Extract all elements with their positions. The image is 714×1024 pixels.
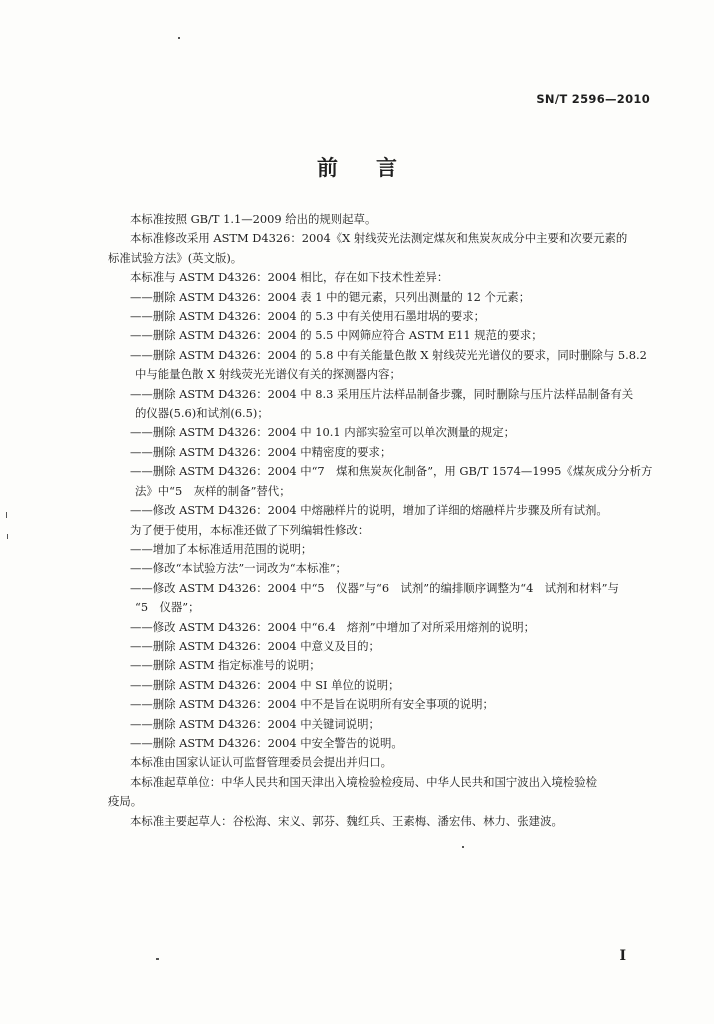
standard-number: SN/T 2596—2010 bbox=[536, 92, 650, 106]
text-line: ——删除 ASTM D4326：2004 中 10.1 内部实验室可以单次测量的规定； bbox=[130, 425, 516, 440]
text-line: ——删除 ASTM D4326：2004 的 5.8 中有关能量色散 X 射线荧光光谱仪的要求，同时删除与 5.8.2 bbox=[130, 347, 647, 362]
text-line: 本标准按照 GB/T 1.1—2009 给出的规则起草。 bbox=[130, 212, 377, 226]
scan-speck bbox=[7, 534, 8, 539]
text-line: ——删除 ASTM D4326：2004 中 8.3 采用压片法样品制备步骤，同时删除与压片法样品制备有关 bbox=[130, 386, 634, 401]
text-line: ——删除 ASTM D4326：2004 中意义及目的； bbox=[130, 638, 380, 653]
text-line: ——删除 ASTM 指定标准号的说明； bbox=[130, 658, 321, 673]
scan-speck bbox=[6, 512, 7, 518]
text-line: 为了便于使用，本标准还做了下列编辑性修改： bbox=[130, 522, 370, 537]
text-line: ——删除 ASTM D4326：2004 中不是旨在说明所有安全事项的说明； bbox=[130, 697, 494, 712]
text-line: ——删除 ASTM D4326：2004 表 1 中的锶元素，只列出测量的 12 个元素； bbox=[130, 289, 531, 304]
text-line: ——修改 ASTM D4326：2004 中“5 仪器”与“6 试剂”的编排顺序调整为“4 试剂和材料”与 bbox=[130, 580, 619, 595]
page-title: 前言 bbox=[317, 156, 435, 180]
text-line: 中与能量色散 X 射线荧光光谱仪有关的探测器内容； bbox=[135, 367, 401, 382]
foreword-body bbox=[108, 210, 660, 831]
text-line: ——删除 ASTM D4326：2004 的 5.5 中网筛应符合 ASTM E11 规范的要求； bbox=[130, 328, 543, 343]
text-line: ——修改“本试验方法”一词改为“本标准”； bbox=[130, 561, 347, 576]
page-number: I bbox=[619, 948, 626, 964]
text-line: ——删除 ASTM D4326：2004 中精密度的要求； bbox=[130, 444, 392, 459]
text-line: 本标准修改采用 ASTM D4326：2004《X 射线荧光法测定煤灰和焦炭灰成分中主要和次要元素的 bbox=[130, 231, 628, 246]
text-line: ——删除 ASTM D4326：2004 的 5.3 中有关使用石墨坩埚的要求； bbox=[130, 309, 486, 324]
text-line: ——删除 ASTM D4326：2004 中安全警告的说明。 bbox=[130, 735, 403, 750]
text-line: ——修改 ASTM D4326：2004 中熔融样片的说明，增加了详细的熔融样片步骤及所有试剂。 bbox=[130, 503, 608, 518]
text-line: 本标准主要起草人：谷松海、宋义、郭芬、魏红兵、王素梅、潘宏伟、林力、张建波。 bbox=[130, 813, 563, 828]
text-line: 的仪器(5.6)和试剂(6.5)； bbox=[135, 406, 269, 421]
text-line: “5 仪器”； bbox=[135, 600, 200, 615]
text-line: 本标准与 ASTM D4326：2004 相比，存在如下技术性差异： bbox=[130, 270, 449, 285]
text-line: 疫局。 bbox=[108, 794, 143, 809]
text-line: 本标准由国家认证认可监督管理委员会提出并归口。 bbox=[130, 755, 392, 770]
scan-speck bbox=[462, 846, 464, 848]
scan-speck bbox=[156, 958, 159, 960]
text-line: 法》中“5 灰样的制备”替代； bbox=[135, 483, 291, 498]
scan-speck bbox=[178, 37, 180, 39]
text-line: ——增加了本标准适用范围的说明； bbox=[130, 541, 313, 556]
text-line: 标准试验方法》(英文版)。 bbox=[108, 250, 243, 265]
text-line: ——删除 ASTM D4326：2004 中关键词说明； bbox=[130, 716, 380, 731]
text-line: 本标准起草单位：中华人民共和国天津出入境检验检疫局、中华人民共和国宁波出入境检验检 bbox=[130, 774, 598, 789]
text-line: ——删除 ASTM D4326：2004 中 SI 单位的说明； bbox=[130, 677, 400, 692]
text-line: ——修改 ASTM D4326：2004 中“6.4 熔剂”中增加了对所采用熔剂的说明； bbox=[130, 619, 536, 634]
text-line: ——删除 ASTM D4326：2004 中“7 煤和焦炭灰化制备”，用 GB/T 1574—1995《煤灰成分分析方 bbox=[130, 464, 653, 479]
